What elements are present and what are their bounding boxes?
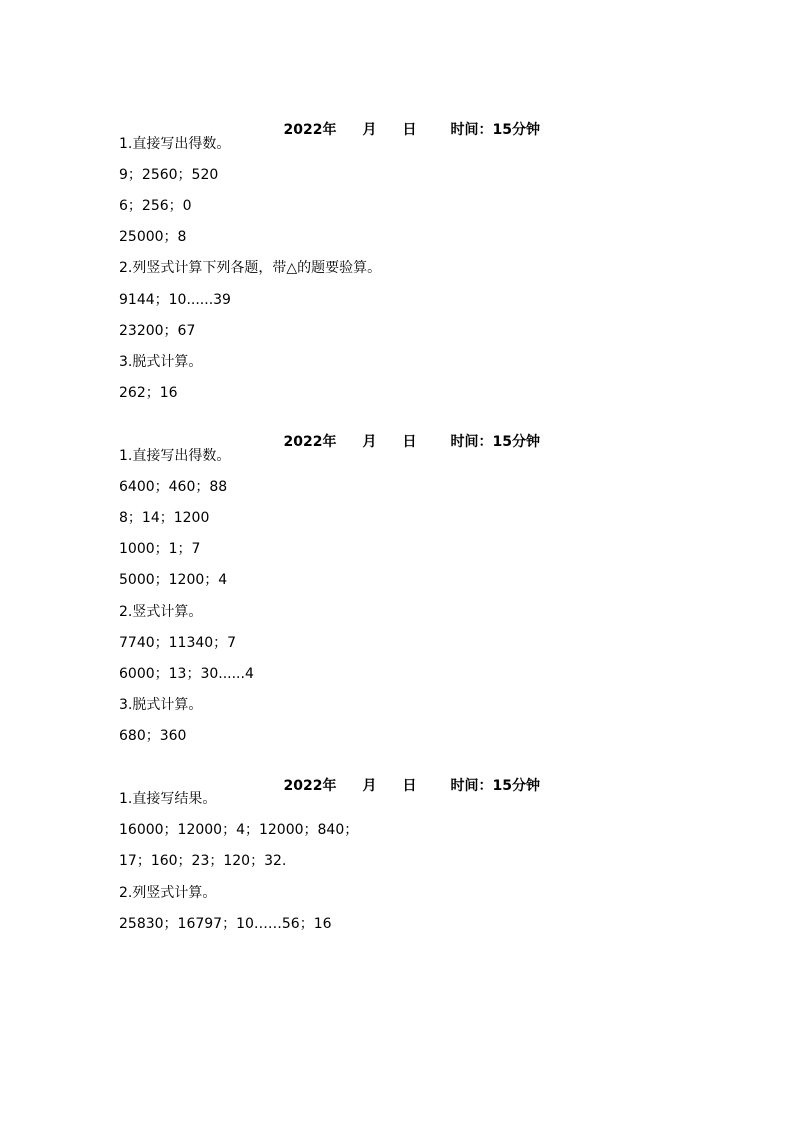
section-1-line-4: 25000；8 — [119, 229, 187, 245]
section-2-line-7: 7740；11340；7 — [119, 635, 237, 651]
heading-time: 时间：15分钟 — [450, 778, 540, 794]
section-2-line-9: 3.脱式计算。 — [119, 697, 203, 713]
heading-time: 时间：15分钟 — [450, 434, 540, 450]
heading-year: 2022年 — [283, 122, 337, 138]
section-1-line-9: 262；16 — [119, 385, 178, 401]
section-3-line-4: 2.列竖式计算。 — [119, 885, 217, 901]
section-2-line-8: 6000；13；30......4 — [119, 666, 254, 682]
section-2-line-3: 8；14；1200 — [119, 510, 210, 526]
section-1-line-6: 9144；10......39 — [119, 292, 231, 308]
heading-year: 2022年 — [283, 434, 337, 450]
heading-day: 日 — [402, 778, 417, 794]
section-2-line-4: 1000；1；7 — [119, 541, 201, 557]
heading-month: 月 — [362, 778, 377, 794]
heading-day: 日 — [402, 434, 417, 450]
section-2-line-6: 2.竖式计算。 — [119, 604, 203, 620]
section-2-line-2: 6400；460；88 — [119, 479, 228, 495]
section-1-line-7: 23200；67 — [119, 323, 196, 339]
heading-day: 日 — [402, 122, 417, 138]
heading-month: 月 — [362, 434, 377, 450]
heading-time: 时间：15分钟 — [450, 122, 540, 138]
section-2-line-1: 1.直接写出得数。 — [119, 448, 231, 464]
section-1-line-2: 9；2560；520 — [119, 167, 219, 183]
section-2-line-10: 680；360 — [119, 728, 187, 744]
section-3-line-5: 25830；16797；10……56；16 — [119, 916, 332, 932]
section-1-line-8: 3.脱式计算。 — [119, 354, 203, 370]
section-1-heading — [264, 103, 540, 157]
section-1-line-5: 2.列竖式计算下列各题，带△的题要验算。 — [119, 260, 382, 276]
heading-month: 月 — [362, 122, 377, 138]
section-1-line-1: 1.直接写出得数。 — [119, 136, 231, 152]
section-3-line-1: 1.直接写结果。 — [119, 791, 217, 807]
section-2-line-5: 5000；1200；4 — [119, 572, 228, 588]
section-1-line-3: 6；256；0 — [119, 198, 192, 214]
section-3-line-3: 17；160；23；120；32. — [119, 853, 287, 869]
section-3-line-2: 16000；12000；4；12000；840； — [119, 822, 359, 838]
section-2-heading — [264, 415, 540, 469]
section-3-heading — [264, 759, 540, 813]
heading-year: 2022年 — [283, 778, 337, 794]
